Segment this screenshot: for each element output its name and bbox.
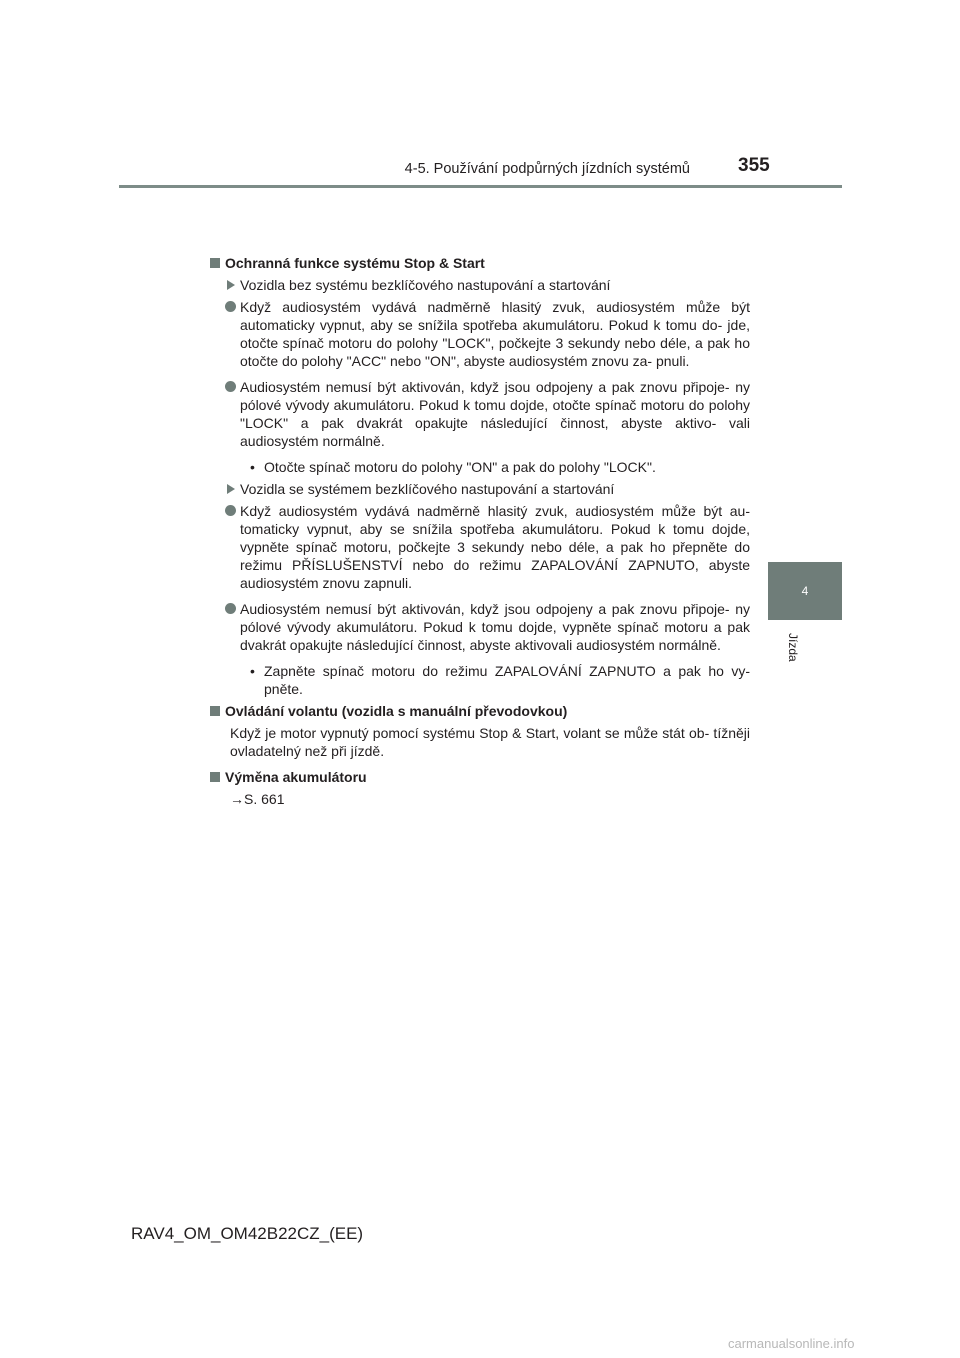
chapter-number: 4 — [801, 584, 809, 598]
step-item: • Otočte spínač motoru do polohy "ON" a pak do polohy "LOCK". — [250, 459, 656, 475]
square-bullet-icon — [210, 772, 220, 782]
small-dot-icon: • — [250, 459, 255, 475]
square-bullet-icon — [210, 258, 220, 268]
chapter-tab[interactable] — [768, 562, 842, 620]
page-content — [210, 254, 750, 812]
circle-bullet-icon — [225, 301, 236, 312]
section-heading: Ochranná funkce systému Stop & Start — [210, 254, 750, 272]
section-title: 4-5. Používání podpůrných jízdních systémů — [404, 161, 690, 177]
bullet-item: Audiosystém nemusí být aktivován, když jsou odpojeny a pak znovu připoje- ny pólové vývody akumulátoru. Pokud k tomu dojde, otočte spínač motoru do polohy "LOCK" a pak dvakrát opakujte následující činnost, abyste aktivo- vali audiosystém normálně. — [210, 378, 750, 450]
bullet-item: Audiosystém nemusí být aktivován, když jsou odpojeny a pak znovu připoje- ny pólové vývody akumulátoru. Pokud k tomu dojde, vypněte spínač motoru a pak dvakrát opakujte následující činnost, abyste aktivovali audiosystém normálně. — [210, 600, 750, 654]
bullet-item: Když audiosystém vydává nadměrně hlasitý zvuk, audiosystém může být au- tomaticky vypnut, aby se snížila spotřeba akumulátoru. Pokud k tomu dojde, vypněte spínač motoru, počkejte 3 sekundy nebo déle, a pak ho přepněte do režimu PŘÍSLUŠENSTVÍ nebo do režimu ZAPALOVÁNÍ ZAPNUTO, abyste audiosystém znovu zapnuli. — [210, 502, 750, 592]
bullet-item: Když audiosystém vydává nadměrně hlasitý zvuk, audiosystém může být automaticky vypnut, aby se snížila spotřeba akumulátoru. Pokud k tomu do- jde, otočte spínač motoru do polohy "LOCK", počkejte 3 sekundy nebo déle, a pak ho otočte do polohy "ACC" nebo "ON", abyste audiosystém znovu za- pnuli. — [210, 298, 750, 370]
subsection-heading: Vozidla se systémem bezklíčového nastupování a startování — [210, 480, 750, 498]
circle-bullet-icon — [225, 603, 236, 614]
circle-bullet-icon — [225, 381, 236, 392]
triangle-icon — [227, 484, 235, 494]
page-reference-link[interactable]: →S. 661 — [230, 791, 285, 807]
subsection-heading: Vozidla bez systému bezklíčového nastupování a startování — [210, 276, 750, 294]
chapter-label: Jízda — [786, 633, 800, 662]
triangle-icon — [227, 280, 235, 290]
step-item: • Zapněte spínač motoru do režimu ZAPALOVÁNÍ ZAPNUTO a pak ho vy- pněte. — [250, 663, 750, 697]
page-number: 355 — [738, 155, 770, 176]
paragraph: Když je motor vypnutý pomocí systému Stop & Start, volant se může stát ob- tížněji ovladatelný než při jízdě. — [230, 725, 750, 759]
square-bullet-icon — [210, 706, 220, 716]
circle-bullet-icon — [225, 505, 236, 516]
watermark: carmanualsonline.info — [728, 1336, 855, 1351]
document-code: RAV4_OM_OM42B22CZ_(EE) — [131, 1224, 364, 1243]
section-heading: Výměna akumulátoru — [210, 768, 750, 786]
small-dot-icon: • — [250, 663, 255, 679]
header-divider — [119, 185, 842, 188]
section-heading: Ovládání volantu (vozidla s manuální převodovkou) — [210, 702, 750, 720]
